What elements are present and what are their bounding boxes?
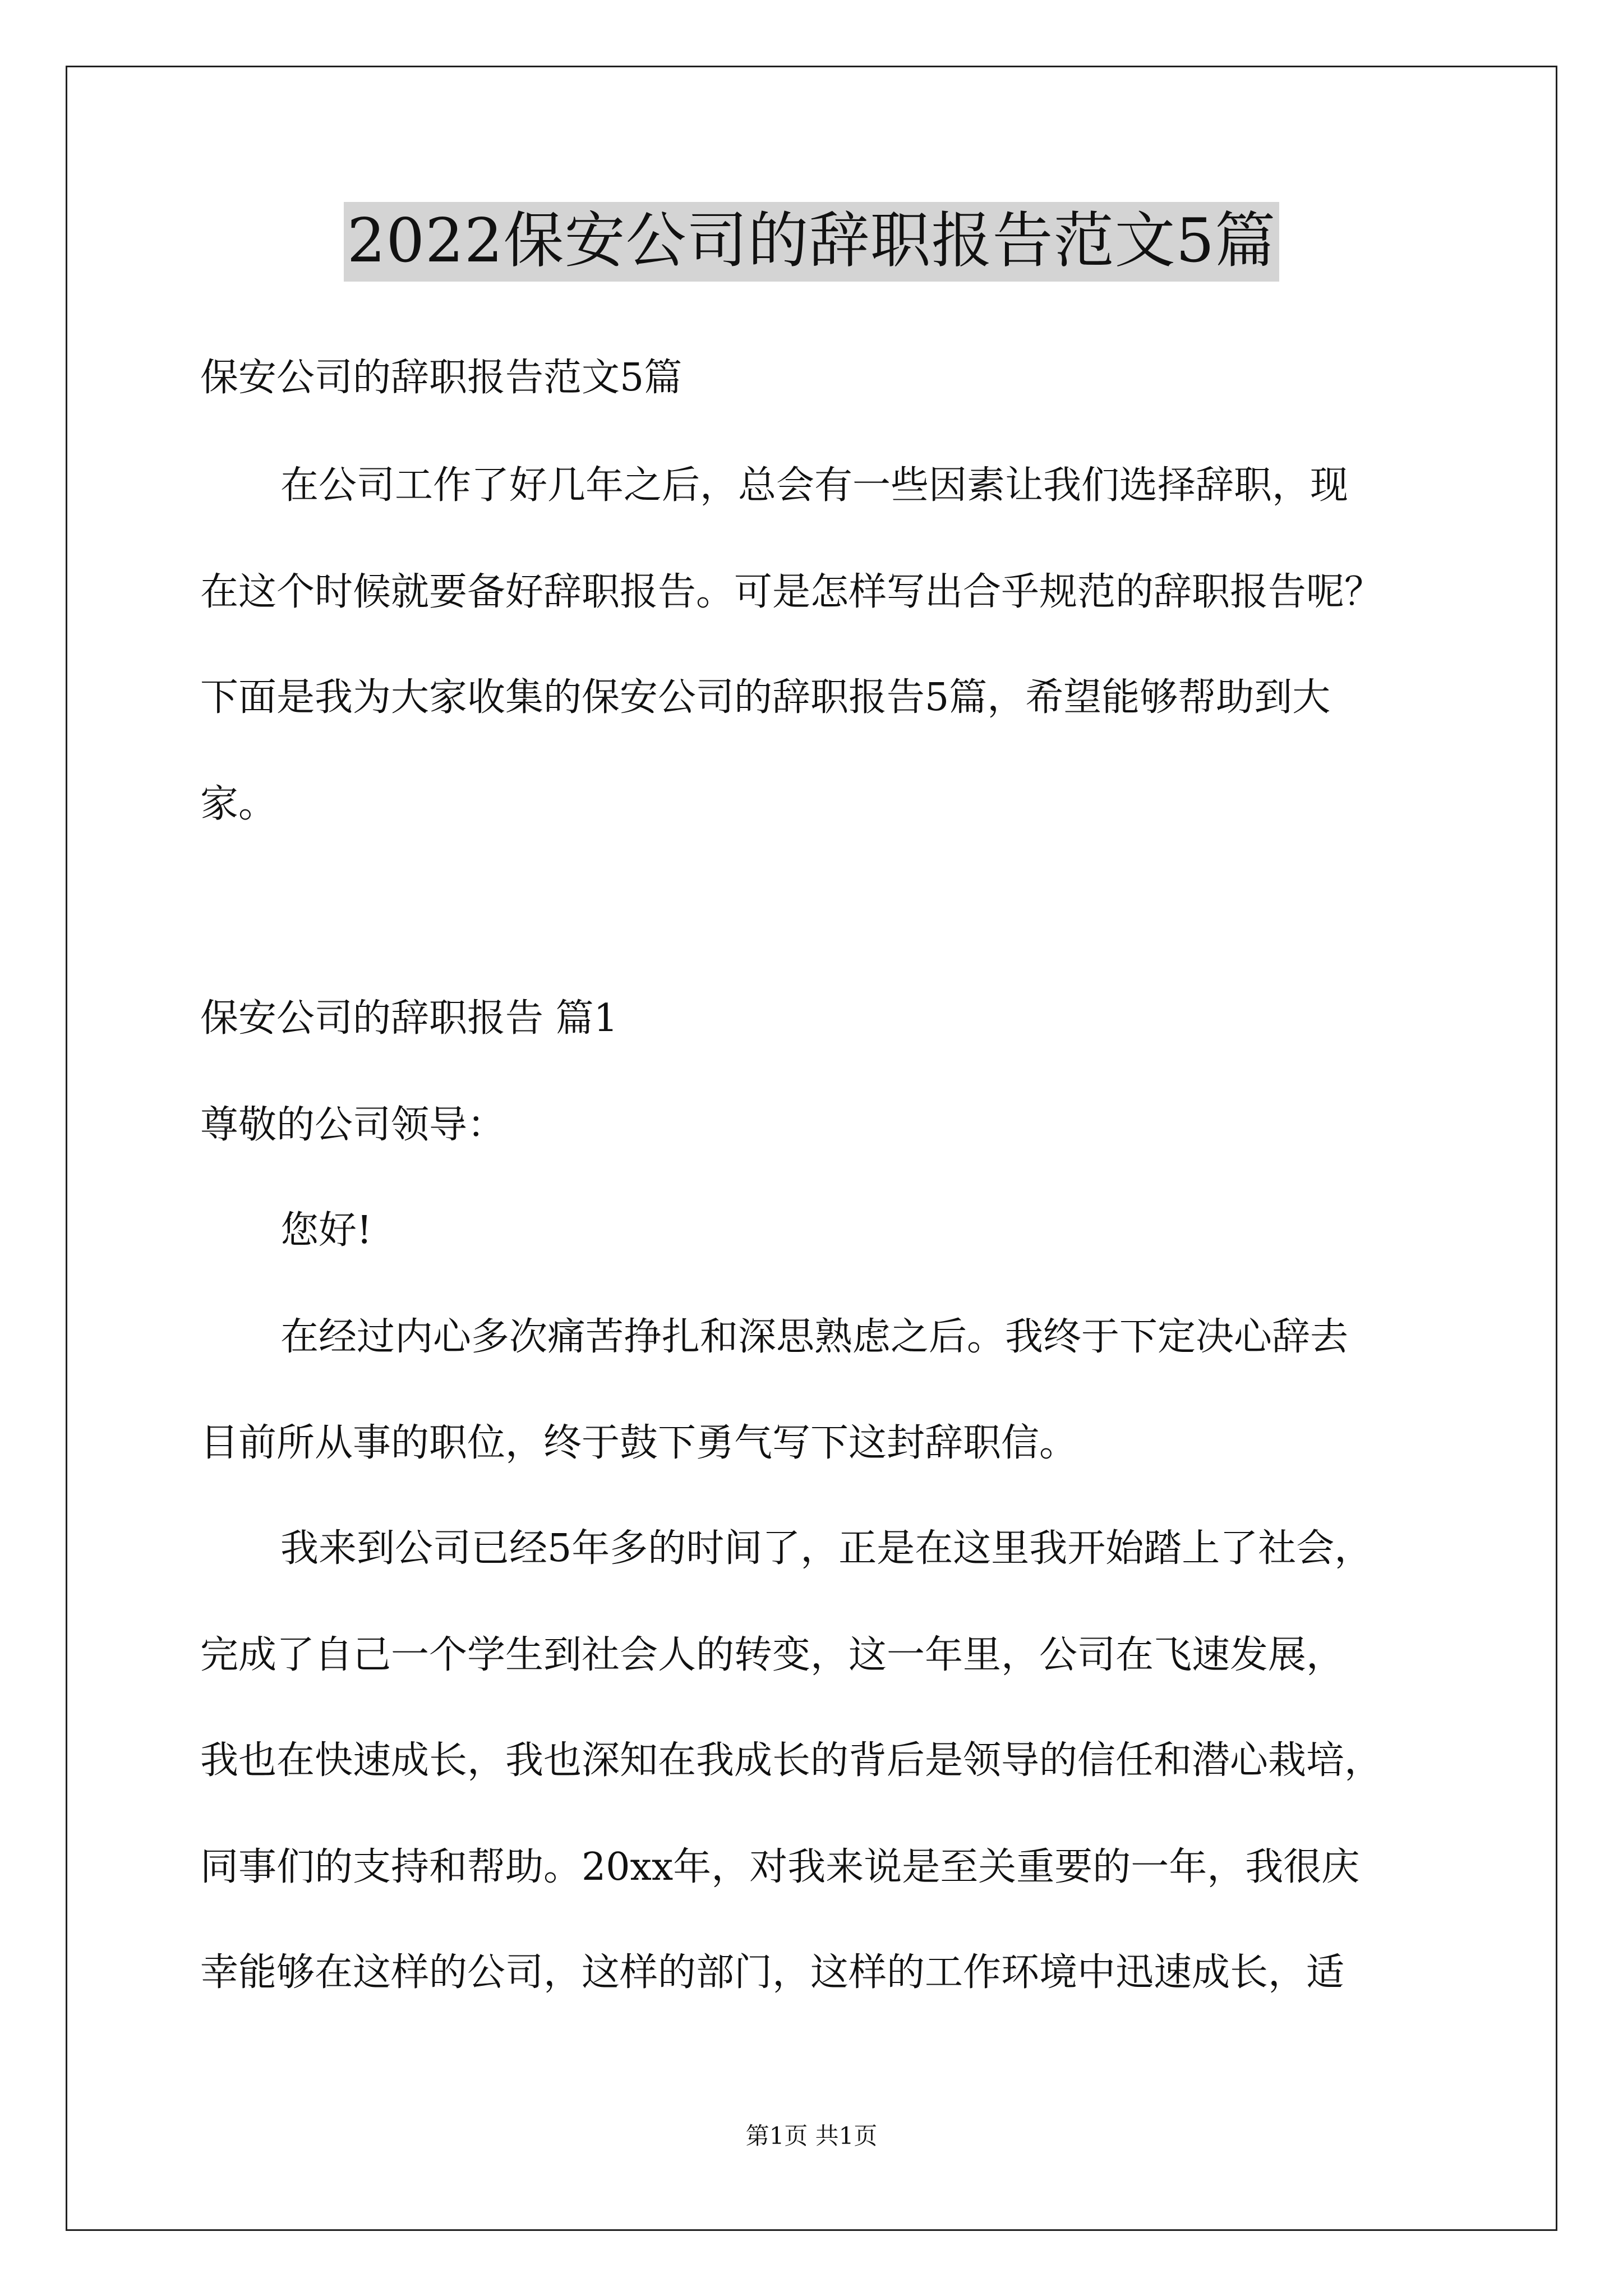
paragraph-line: 完成了自己一个学生到社会人的转变，这一年里，公司在飞速发展，: [200, 1633, 1345, 1677]
paragraph-line: 我来到公司已经5年多的时间了，正是在这里我开始踏上了社会，: [280, 1526, 1373, 1571]
section-heading: 保安公司的辞职报告 篇1: [200, 996, 618, 1041]
intro-line: 家。: [200, 782, 277, 826]
paragraph-line: 在经过内心多次痛苦挣扎和深思熟虑之后。我终于下定决心辞去: [280, 1315, 1349, 1359]
salutation: 尊敬的公司领导：: [200, 1103, 506, 1147]
document-title: 2022保安公司的辞职报告范文5篇: [344, 202, 1280, 282]
paragraph-line: 幸能够在这样的公司，这样的部门，这样的工作环境中迅速成长，适: [200, 1950, 1345, 1995]
paragraph-line: 同事们的支持和帮助。20xx年，对我来说是至关重要的一年，我很庆: [200, 1845, 1360, 1889]
intro-line: 在公司工作了好几年之后，总会有一些因素让我们选择辞职，现: [280, 463, 1349, 508]
intro-line: 下面是我为大家收集的保安公司的辞职报告5篇，希望能够帮助到大: [200, 675, 1331, 720]
intro-line: 在这个时候就要备好辞职报告。可是怎样写出合乎规范的辞职报告呢？: [200, 570, 1383, 614]
document-subtitle: 保安公司的辞职报告范文5篇: [200, 356, 683, 400]
greeting: 您好!: [280, 1208, 372, 1253]
paragraph-line: 目前所从事的职位，终于鼓下勇气写下这封辞职信。: [200, 1421, 1078, 1465]
paragraph-line: 我也在快速成长，我也深知在我成长的背后是领导的信任和潜心栽培，: [200, 1738, 1383, 1783]
page-footer: 第1页 共1页: [745, 2122, 878, 2150]
title-container: [0, 202, 1623, 282]
